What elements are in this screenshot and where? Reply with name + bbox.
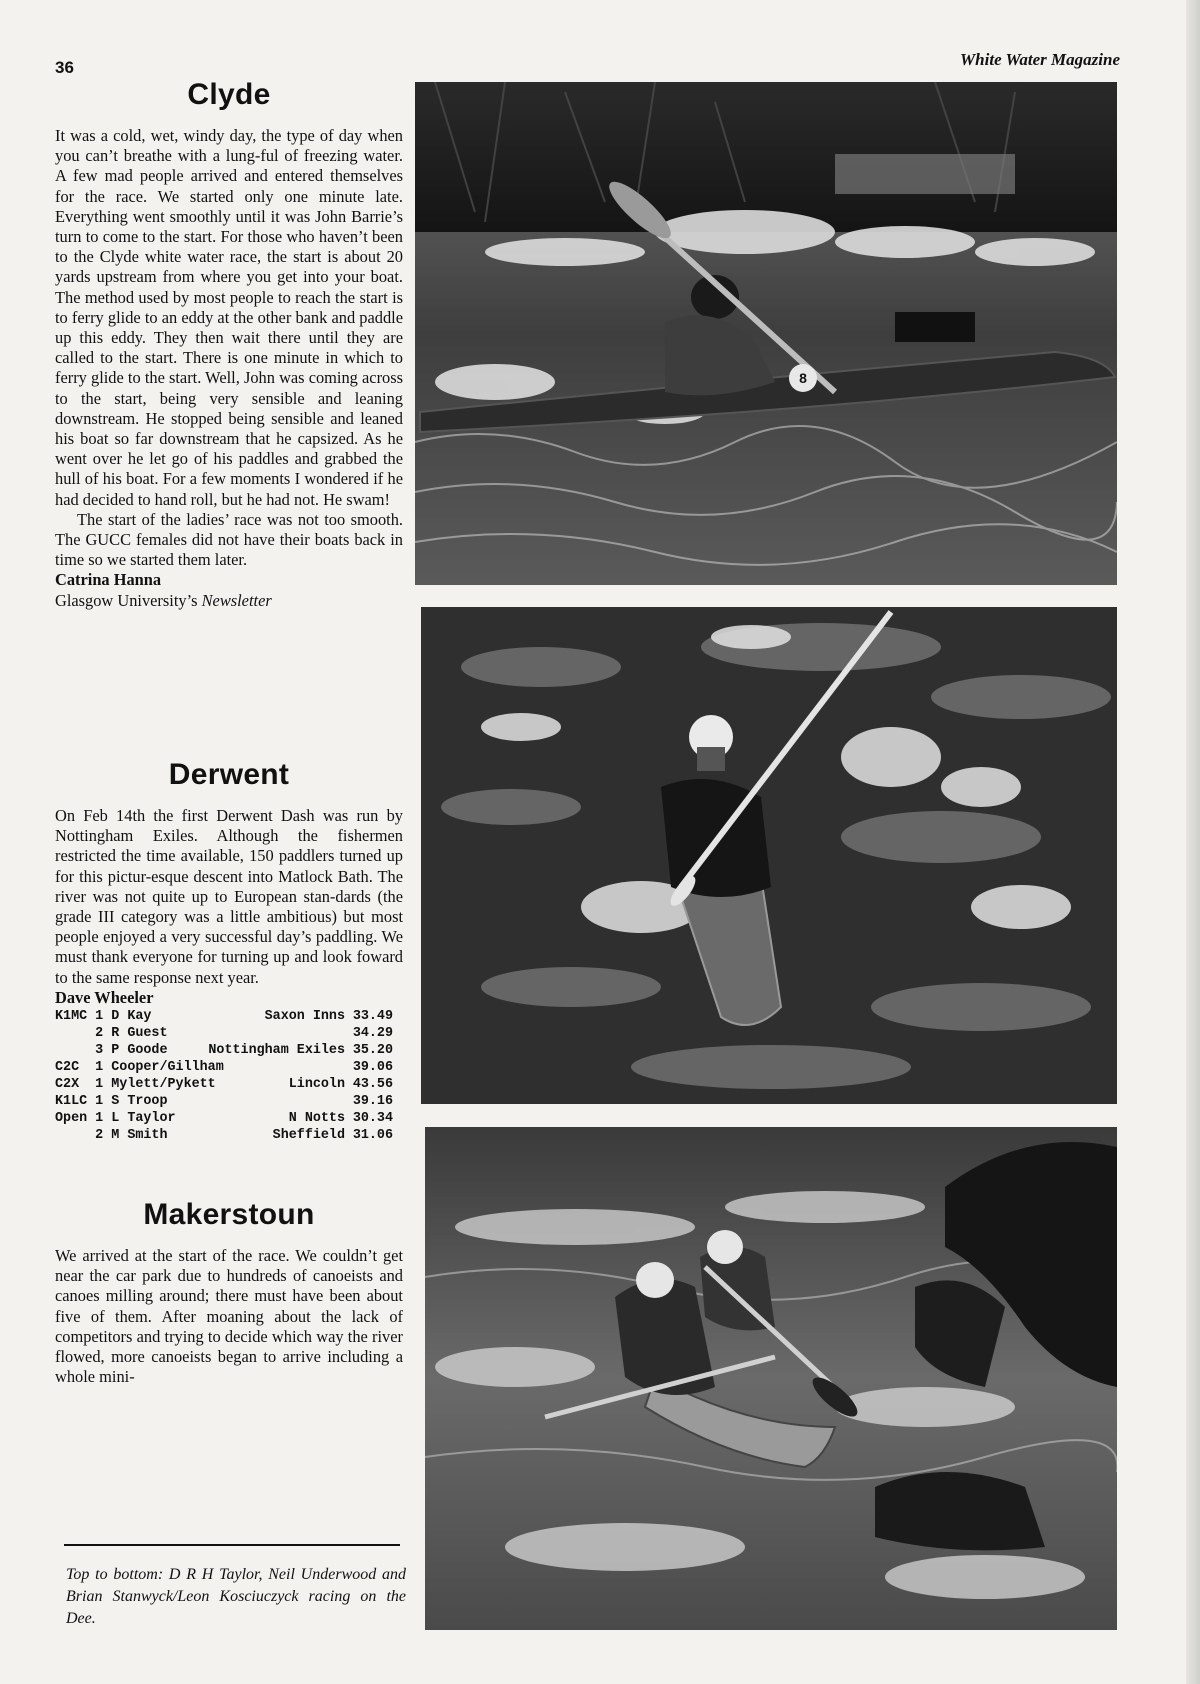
result-row <box>55 1076 393 1093</box>
page-number: 36 <box>55 58 74 77</box>
result-time: 30.34 <box>352 1111 393 1127</box>
result-club: Nottingham Exiles <box>208 1043 345 1059</box>
result-row <box>55 1093 393 1110</box>
result-entry: K1LC 1 S Troop <box>55 1094 168 1110</box>
result-club: N Notts <box>288 1111 345 1127</box>
result-time: 34.29 <box>352 1026 393 1042</box>
bib-number: 8 <box>799 370 807 386</box>
result-entry: 2 R Guest <box>55 1026 168 1042</box>
result-row <box>55 1059 393 1076</box>
result-club: Sheffield <box>272 1128 345 1144</box>
makerstoun-article <box>55 1198 403 1387</box>
clyde-paragraph-2: The start of the ladies’ race was not too smooth. The GUCC females did not have their boats back in time so we started them later. <box>55 509 403 570</box>
clyde-paragraph-1: It was a cold, wet, windy day, the type of day when you can’t breathe with a lung-ful of freezing water. A few mad people arrived and entered themselves for the race. We started only one minute late. Everything went smoothly until it was John Barrie’s turn to come to the start. For those who haven’t been to the Clyde white water race, the start is about 20 yards upstream from where you get into your boat. The method used by most people to reach the start is to ferry glide to an eddy at the other bank and paddle up this eddy. They then wait there until they are called to the start. There is one minute in which to ferry glide to the start. Well, John was coming across to the start, being very sensible and leaning downstream. He stopped being sensible and leaned his boat so far downstream that he capsized. As he went over he let go of his paddles and grabbed the hull of his boat. For a few moments I wondered if he had decided to hand roll, but he had not. He swam! <box>55 126 403 509</box>
result-time: 39.06 <box>352 1060 393 1076</box>
photo-canadian-double-canoe <box>425 1127 1117 1630</box>
result-row <box>55 1008 393 1025</box>
derwent-author: Dave Wheeler <box>55 987 154 1007</box>
clyde-author: Catrina Hanna <box>55 570 162 590</box>
result-entry: K1MC 1 D Kay <box>55 1009 152 1025</box>
derwent-article <box>55 758 403 1144</box>
running-head: White Water Magazine <box>960 50 1120 69</box>
makerstoun-heading: Makerstoun <box>143 1198 315 1231</box>
result-club: Saxon Inns <box>264 1009 345 1025</box>
clyde-source-title: Newsletter <box>201 590 272 610</box>
result-row <box>55 1025 393 1042</box>
result-row <box>55 1042 393 1059</box>
derwent-results-table <box>55 1008 393 1144</box>
caption-rule <box>64 1544 400 1546</box>
result-time: 43.56 <box>352 1077 393 1093</box>
clyde-source-prefix: Glasgow University’s <box>55 590 202 610</box>
result-entry: 2 M Smith <box>55 1128 168 1144</box>
result-row <box>55 1127 393 1144</box>
clyde-source <box>55 591 403 611</box>
result-time: 39.16 <box>352 1094 393 1110</box>
photo-caption: Top to bottom: D R H Taylor, Neil Underwood and Brian Stanwyck/Leon Kosciuczyck racing on the Dee. <box>66 1566 406 1627</box>
photo-kayaker-white-helmet-image <box>421 607 1117 1104</box>
result-time: 33.49 <box>352 1009 393 1025</box>
photo-kayaker-white-helmet <box>421 607 1117 1104</box>
result-entry: C2C 1 Cooper/Gillham <box>55 1060 224 1076</box>
page-edge <box>1186 0 1200 1684</box>
derwent-heading: Derwent <box>168 758 290 791</box>
photo-kayaker-number-8-image <box>415 82 1117 585</box>
result-entry: Open 1 L Taylor <box>55 1111 176 1127</box>
clyde-heading: Clyde <box>187 78 271 111</box>
result-entry: 3 P Goode <box>55 1043 168 1059</box>
photo-kayaker-number-8 <box>415 82 1117 585</box>
clyde-body <box>55 126 403 570</box>
result-entry: C2X 1 Mylett/Pykett <box>55 1077 216 1093</box>
clyde-article <box>55 78 403 611</box>
derwent-body: On Feb 14th the first Derwent Dash was run by Nottingham Exiles. Although the fishermen restricted the time available, 150 paddlers turned up for this pictur-esque descent into Matlock Bath. The river was not quite up to European stan-dards (the grade III category was a little ambitious) but most people enjoyed a very successful day’s paddling. We must thank everyone for turning up and look foward to the same response next year. <box>55 806 403 987</box>
photo-canadian-double-canoe-image <box>425 1127 1117 1630</box>
result-time: 35.20 <box>352 1043 393 1059</box>
result-club: Lincoln <box>288 1077 345 1093</box>
makerstoun-body: We arrived at the start of the race. We couldn’t get near the car park due to hundreds of canoeists and canoes milling around; there must have been about five of them. After moaning about the lack of competitors and trying to decide which way the river flowed, more canoeists began to arrive including a whole mini- <box>55 1246 403 1387</box>
result-time: 31.06 <box>352 1128 393 1144</box>
result-row <box>55 1110 393 1127</box>
